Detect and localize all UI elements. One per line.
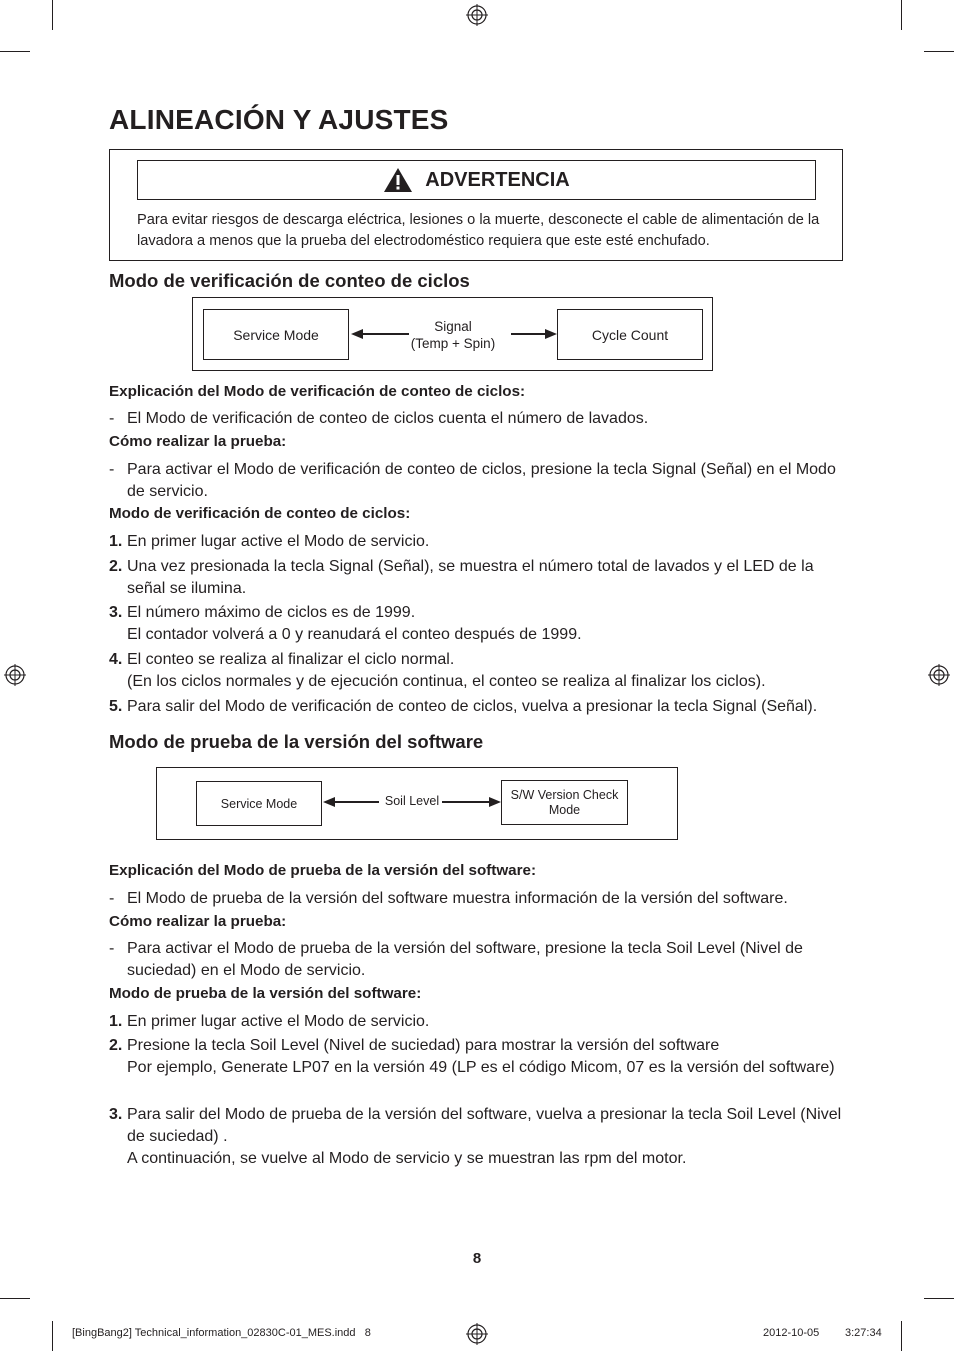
crop-mark xyxy=(924,51,954,52)
section-heading: Modo de prueba de la versión del software xyxy=(109,731,484,752)
warning-triangle-icon xyxy=(383,167,413,193)
diagram-box-sw-version-check xyxy=(501,780,628,825)
step-item: 2. Presione la tecla Soil Level (Nivel de suciedad) para mostrar la versión del software Por ejemplo, Generate LP07 en la versión 49 (LP es el código Micom, 07 es la versión del software) xyxy=(109,1037,835,1076)
page-number: 8 xyxy=(472,1250,482,1267)
step-item: 3. Para salir del Modo de prueba de la versión del software, vuelva a presionar la tecla Soil Level (Nivel de suciedad) . A continuación, se vuelve al Modo de servicio y se muestran las rpm del motor. xyxy=(109,1106,842,1167)
howto-heading: Cómo realizar la prueba: xyxy=(109,913,287,930)
software-version-diagram xyxy=(156,767,678,840)
footer-file: [BingBang2] Technical_information_02830C-01_MES.indd 8 xyxy=(72,1327,371,1339)
crop-mark xyxy=(0,1298,30,1299)
page-title: ALINEACIÓN Y AJUSTES xyxy=(109,104,449,135)
registration-mark-icon xyxy=(928,664,950,686)
footer-time: 3:27:34 xyxy=(845,1327,882,1339)
explanation-heading: Explicación del Modo de prueba de la versión del software: xyxy=(109,862,537,879)
steps-heading: Modo de verificación de conteo de ciclos: xyxy=(109,505,411,522)
diagram-sw-line1: S/W Version Check xyxy=(510,787,619,802)
diagram-signal-line2: (Temp + Spin) xyxy=(410,336,496,351)
howto-heading: Cómo realizar la prueba: xyxy=(109,433,287,450)
cycle-count-diagram xyxy=(192,297,713,371)
diagram-box-service-mode: Service Mode xyxy=(196,781,322,826)
list-item: - Para activar el Modo de verificación de conteo de ciclos, presione la tecla Signal (Señal) en el Modo de servicio. xyxy=(109,461,836,500)
step-item: 3. El número máximo de ciclos es de 1999. El contador volverá a 0 y reanudará el conteo después de 1999. xyxy=(109,604,582,643)
step-item: 1. En primer lugar active el Modo de servicio. xyxy=(109,1013,430,1030)
list-item: - Para activar el Modo de prueba de la versión del software, presione la tecla Soil Level (Nivel de suciedad) en el Modo de servicio. xyxy=(109,940,803,979)
list-item: - El Modo de prueba de la versión del software muestra información de la versión del software. xyxy=(109,890,788,907)
arrow-right-icon xyxy=(442,796,501,808)
list-item: - El Modo de verificación de conteo de ciclos cuenta el número de lavados. xyxy=(109,410,649,427)
arrow-left-icon xyxy=(351,328,411,340)
diagram-box-service-mode: Service Mode xyxy=(203,309,349,360)
step-item: 2. Una vez presionada la tecla Signal (Señal), se muestra el número total de lavados y el LED de la señal se ilumina. xyxy=(109,558,814,597)
registration-mark-icon xyxy=(4,664,26,686)
warning-heading-label: ADVERTENCIA xyxy=(425,168,570,191)
crop-mark xyxy=(901,0,902,30)
footer-date: 2012-10-05 xyxy=(763,1327,820,1339)
warning-text: Para evitar riesgos de descarga eléctrica, lesiones o la muerte, desconecte el cable de alimentación de la lavadora a menos que la prueba del electrodoméstico requiera que este esté enchufado. xyxy=(137,212,820,249)
section-heading: Modo de verificación de conteo de ciclos xyxy=(109,270,470,291)
step-item: 1. En primer lugar active el Modo de servicio. xyxy=(109,533,430,550)
crop-mark xyxy=(901,1321,902,1351)
arrow-right-icon xyxy=(511,328,557,340)
diagram-box-cycle-count: Cycle Count xyxy=(557,309,703,360)
crop-mark xyxy=(52,1321,53,1351)
crop-mark xyxy=(924,1298,954,1299)
step-item: 4. El conteo se realiza al finalizar el ciclo normal. (En los ciclos normales y de ejecución continua, el conteo se realiza al finalizar los ciclos). xyxy=(109,651,766,690)
crop-mark xyxy=(52,0,53,30)
crop-mark xyxy=(0,51,30,52)
registration-mark-icon xyxy=(466,1323,488,1345)
warning-heading xyxy=(137,160,816,200)
steps-heading: Modo de prueba de la versión del software: xyxy=(109,985,422,1002)
step-item: 5. Para salir del Modo de verificación de conteo de ciclos, vuelva a presionar la tecla Signal (Señal). xyxy=(109,698,818,715)
diagram-signal-line1: Signal xyxy=(434,319,472,334)
diagram-soil-level-label: Soil Level xyxy=(384,794,440,808)
registration-mark-icon xyxy=(466,4,488,26)
explanation-heading: Explicación del Modo de verificación de conteo de ciclos: xyxy=(109,383,526,400)
arrow-left-icon xyxy=(323,796,379,808)
diagram-sw-line2: Mode xyxy=(548,802,581,817)
